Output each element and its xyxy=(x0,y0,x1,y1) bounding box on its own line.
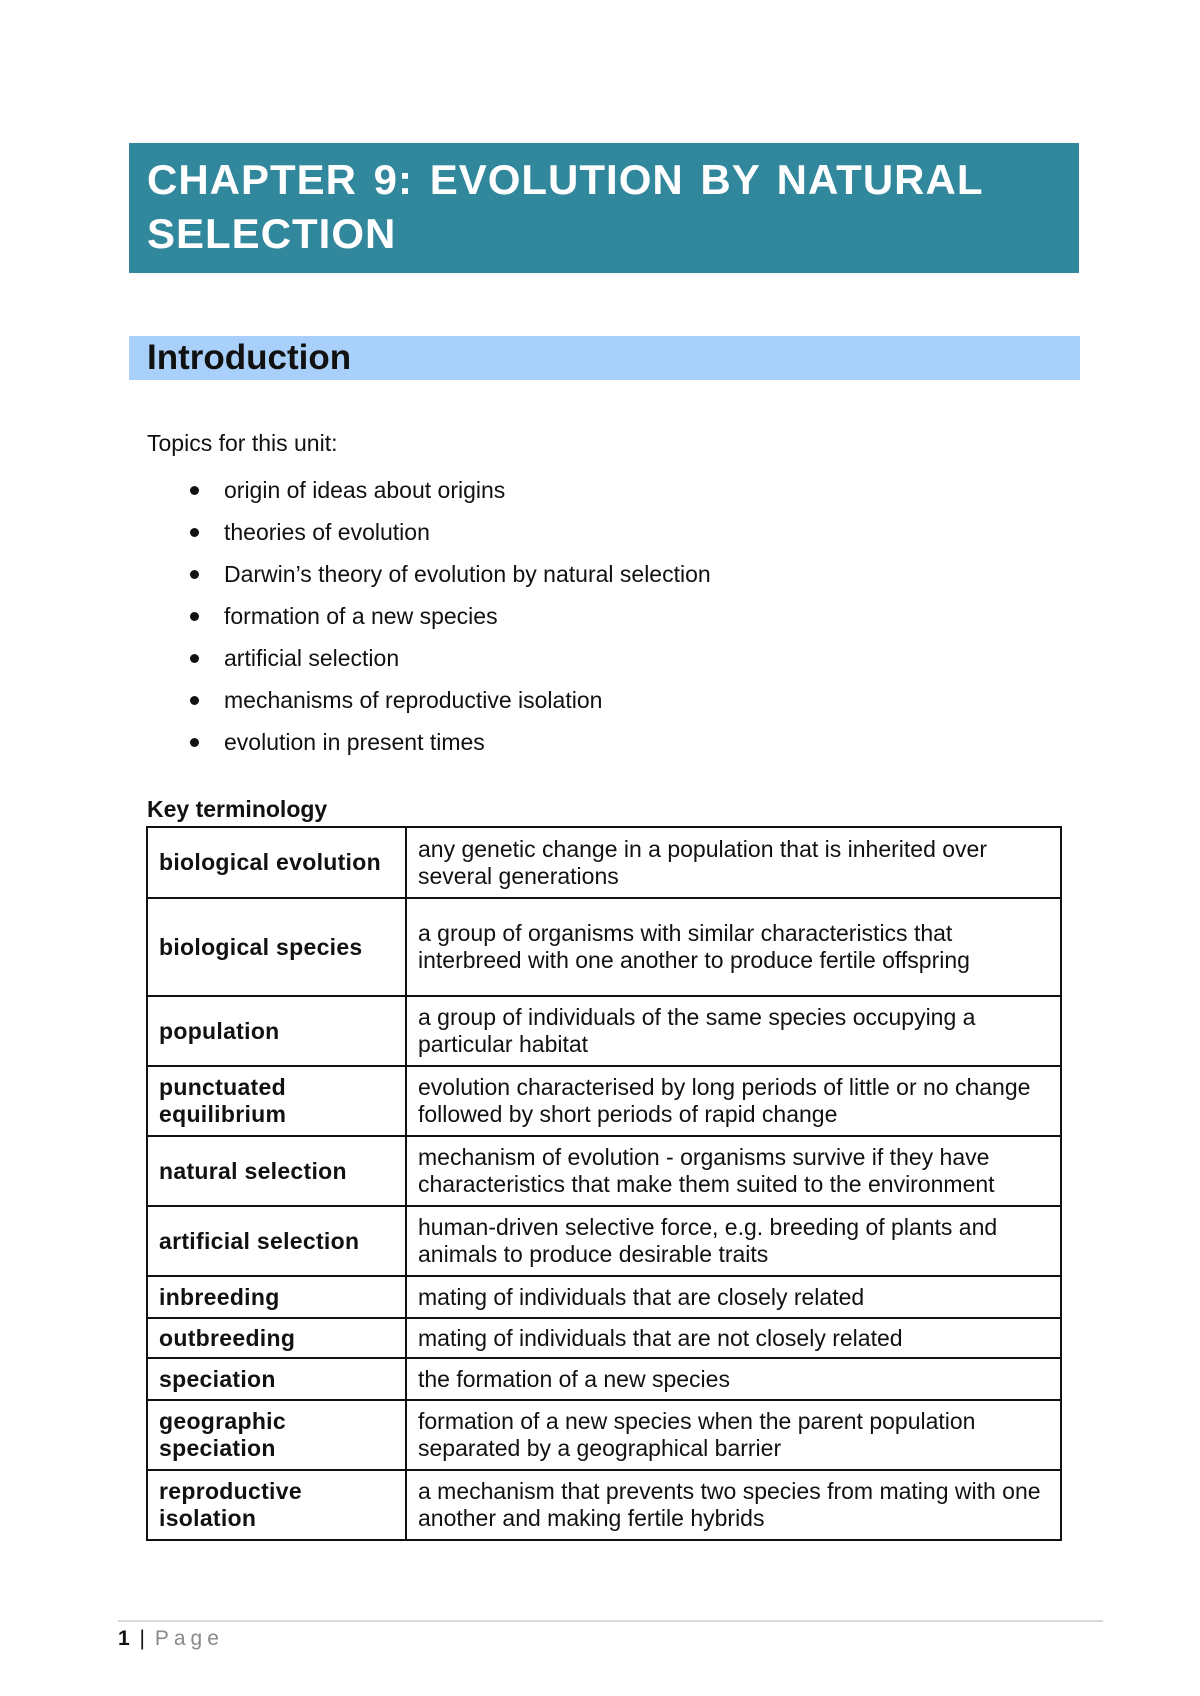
term-cell: inbreeding xyxy=(147,1276,406,1318)
page-separator: | xyxy=(139,1627,145,1650)
definition-cell: mechanism of evolution - organisms survive if they have characteristics that make them suited to the environment xyxy=(406,1136,1061,1206)
term-cell: artificial selection xyxy=(147,1206,406,1276)
bullet-icon xyxy=(190,570,199,579)
bullet-icon xyxy=(190,654,199,663)
topic-item xyxy=(186,727,711,769)
topic-item xyxy=(186,559,711,601)
definition-cell: a group of organisms with similar characteristics that interbreed with one another to produce fertile offspring xyxy=(406,898,1061,996)
topic-text: Darwin’s theory of evolution by natural selection xyxy=(224,561,711,587)
term-cell: reproductive isolation xyxy=(147,1470,406,1540)
term-cell: biological evolution xyxy=(147,827,406,898)
topic-text: evolution in present times xyxy=(224,729,485,755)
table-row xyxy=(147,1276,1061,1318)
table-row xyxy=(147,1358,1061,1400)
table-row xyxy=(147,1470,1061,1540)
bullet-icon xyxy=(190,528,199,537)
topic-item xyxy=(186,601,711,643)
topic-item xyxy=(186,517,711,559)
bullet-icon xyxy=(190,612,199,621)
bullet-icon xyxy=(190,696,199,705)
definition-cell: a mechanism that prevents two species from mating with one another and making fertile hybrids xyxy=(406,1470,1061,1540)
term-cell: biological species xyxy=(147,898,406,996)
table-row xyxy=(147,898,1061,996)
term-cell: geographic speciation xyxy=(147,1400,406,1470)
term-cell: natural selection xyxy=(147,1136,406,1206)
definition-cell: evolution characterised by long periods of little or no change followed by short periods of rapid change xyxy=(406,1066,1061,1136)
topic-text: formation of a new species xyxy=(224,603,498,629)
term-cell: punctuated equilibrium xyxy=(147,1066,406,1136)
topic-item xyxy=(186,643,711,685)
page-label: Page xyxy=(154,1627,224,1650)
term-cell: speciation xyxy=(147,1358,406,1400)
table-row xyxy=(147,996,1061,1066)
footer-divider xyxy=(118,1620,1103,1622)
topic-item xyxy=(186,685,711,727)
definition-cell: formation of a new species when the parent population separated by a geographical barrier xyxy=(406,1400,1061,1470)
table-row xyxy=(147,1318,1061,1358)
section-heading-bar xyxy=(129,336,1080,380)
topic-text: mechanisms of reproductive isolation xyxy=(224,687,603,713)
key-terminology-heading: Key terminology xyxy=(147,796,328,822)
term-cell: population xyxy=(147,996,406,1066)
topic-item xyxy=(186,475,711,517)
table-row xyxy=(147,1136,1061,1206)
table-row xyxy=(147,827,1061,898)
definition-cell: any genetic change in a population that is inherited over several generations xyxy=(406,827,1061,898)
topic-text: theories of evolution xyxy=(224,519,430,545)
page-number: 1 xyxy=(118,1627,130,1650)
topic-text: artificial selection xyxy=(224,645,400,671)
definition-cell: the formation of a new species xyxy=(406,1358,1061,1400)
table-row xyxy=(147,1066,1061,1136)
definition-cell: mating of individuals that are not closely related xyxy=(406,1318,1061,1358)
chapter-banner xyxy=(129,143,1079,273)
table-row xyxy=(147,1400,1061,1470)
definition-cell: mating of individuals that are closely related xyxy=(406,1276,1061,1318)
term-cell: outbreeding xyxy=(147,1318,406,1358)
bullet-icon xyxy=(190,486,199,495)
definition-cell: a group of individuals of the same species occupying a particular habitat xyxy=(406,996,1061,1066)
topics-intro: Topics for this unit: xyxy=(147,430,338,456)
topic-text: origin of ideas about origins xyxy=(224,477,506,503)
chapter-title: CHAPTER 9: EVOLUTION BY NATURAL SELECTION xyxy=(147,156,983,257)
key-terminology-table xyxy=(146,826,1062,1541)
section-heading-introduction: Introduction xyxy=(147,338,352,377)
bullet-icon xyxy=(190,738,199,747)
definition-cell: human-driven selective force, e.g. breeding of plants and animals to produce desirable traits xyxy=(406,1206,1061,1276)
table-row xyxy=(147,1206,1061,1276)
page-footer xyxy=(118,1625,224,1653)
topics-list xyxy=(186,475,711,769)
